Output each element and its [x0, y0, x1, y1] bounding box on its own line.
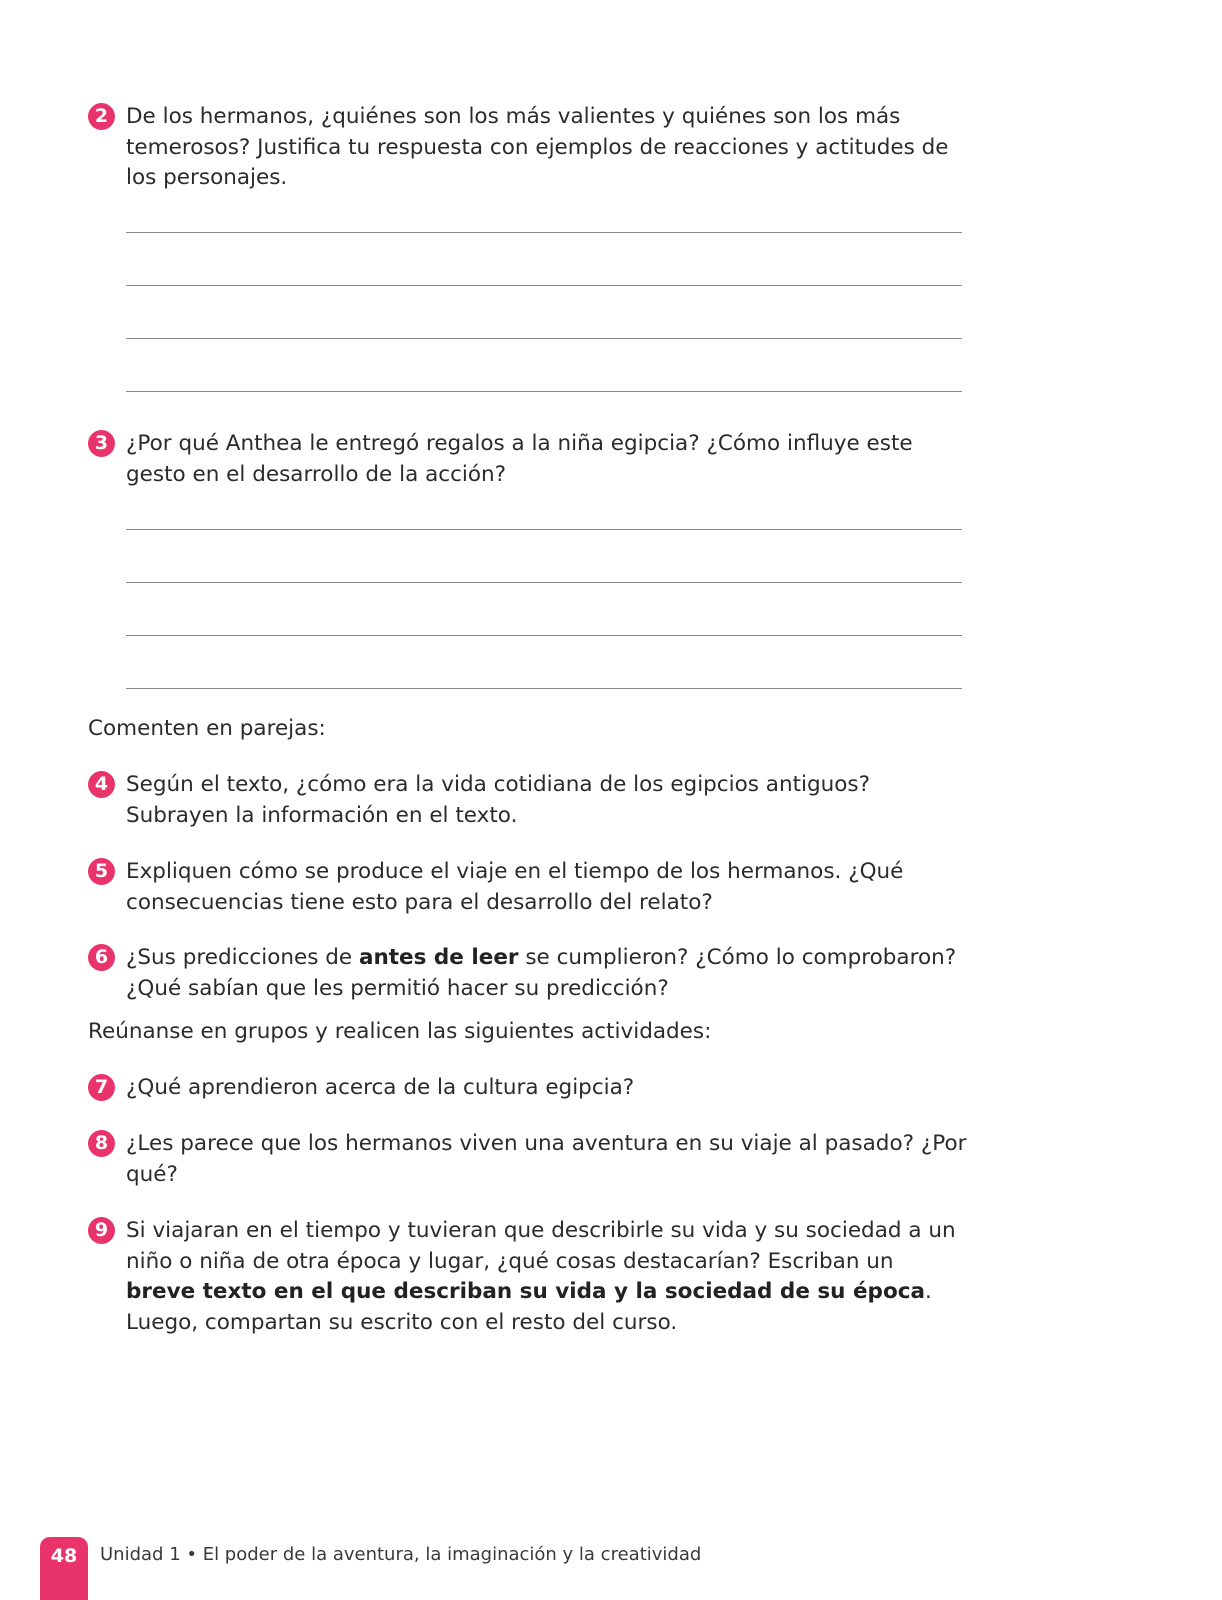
question-7: [88, 1073, 968, 1104]
question-6: [88, 943, 968, 1004]
answer-line[interactable]: [126, 338, 962, 339]
page-number-tab: [40, 1537, 88, 1600]
footer-unit-title: Unidad 1 • El poder de la aventura, la imaginación y la creatividad: [100, 1544, 702, 1565]
question-text: ¿Les parece que los hermanos viven una aventura en su viaje al pasado? ¿Por qué?: [126, 1131, 967, 1187]
page-number: 48: [50, 1545, 78, 1567]
bold-text: breve texto en el que describan su vida y la sociedad de su época: [126, 1279, 925, 1304]
number-badge: 6: [88, 944, 115, 971]
number-badge: 9: [88, 1217, 115, 1244]
question-text: Según el texto, ¿cómo era la vida cotidiana de los egipcios antiguos? Subrayen la información en el texto.: [126, 772, 871, 828]
question-9: [88, 1216, 968, 1338]
answer-line[interactable]: [126, 688, 962, 689]
section-heading-pairs: Comenten en parejas:: [88, 716, 326, 741]
answer-line[interactable]: [126, 529, 962, 530]
number-badge: 4: [88, 771, 115, 798]
question-text: [126, 943, 968, 1004]
question-5: [88, 857, 968, 918]
question-text: [126, 1216, 968, 1338]
section-heading-groups: Reúnanse en grupos y realicen las siguientes actividades:: [88, 1019, 712, 1044]
number-badge: 7: [88, 1074, 115, 1101]
question-text: ¿Qué aprendieron acerca de la cultura egipcia?: [126, 1075, 635, 1100]
text-part: ¿Sus predicciones de: [126, 945, 359, 970]
text-part: Si viajaran en el tiempo y tuvieran que describirle su vida y su sociedad a un niño o niña de otra época y lugar, ¿qué cosas destacarían? Escriban un: [126, 1218, 956, 1274]
answer-line[interactable]: [126, 232, 962, 233]
question-8: [88, 1129, 968, 1190]
bold-text: antes de leer: [358, 945, 519, 970]
answer-line[interactable]: [126, 285, 962, 286]
number-badge: 8: [88, 1130, 115, 1157]
question-3: [88, 429, 968, 490]
question-2: [88, 102, 968, 194]
text-part: se cumplieron? ¿Cómo lo comprobaron? ¿Qué sabían que les permitió hacer su predicción?: [126, 945, 957, 1001]
question-text: ¿Por qué Anthea le entregó regalos a la niña egipcia? ¿Cómo influye este gesto en el desarrollo de la acción?: [126, 431, 913, 487]
answer-line[interactable]: [126, 391, 962, 392]
question-text: De los hermanos, ¿quiénes son los más valientes y quiénes son los más temerosos? Justifica tu respuesta con ejemplos de reacciones y actitudes de los personajes.: [126, 104, 949, 190]
number-badge: 5: [88, 858, 115, 885]
text-part: . Luego, compartan su escrito con el resto del curso.: [126, 1279, 932, 1335]
number-badge: 3: [88, 430, 115, 457]
question-text: Expliquen cómo se produce el viaje en el tiempo de los hermanos. ¿Qué consecuencias tiene esto para el desarrollo del relato?: [126, 859, 904, 915]
answer-line[interactable]: [126, 635, 962, 636]
number-badge: 2: [88, 103, 115, 130]
answer-line[interactable]: [126, 582, 962, 583]
question-4: [88, 770, 968, 831]
